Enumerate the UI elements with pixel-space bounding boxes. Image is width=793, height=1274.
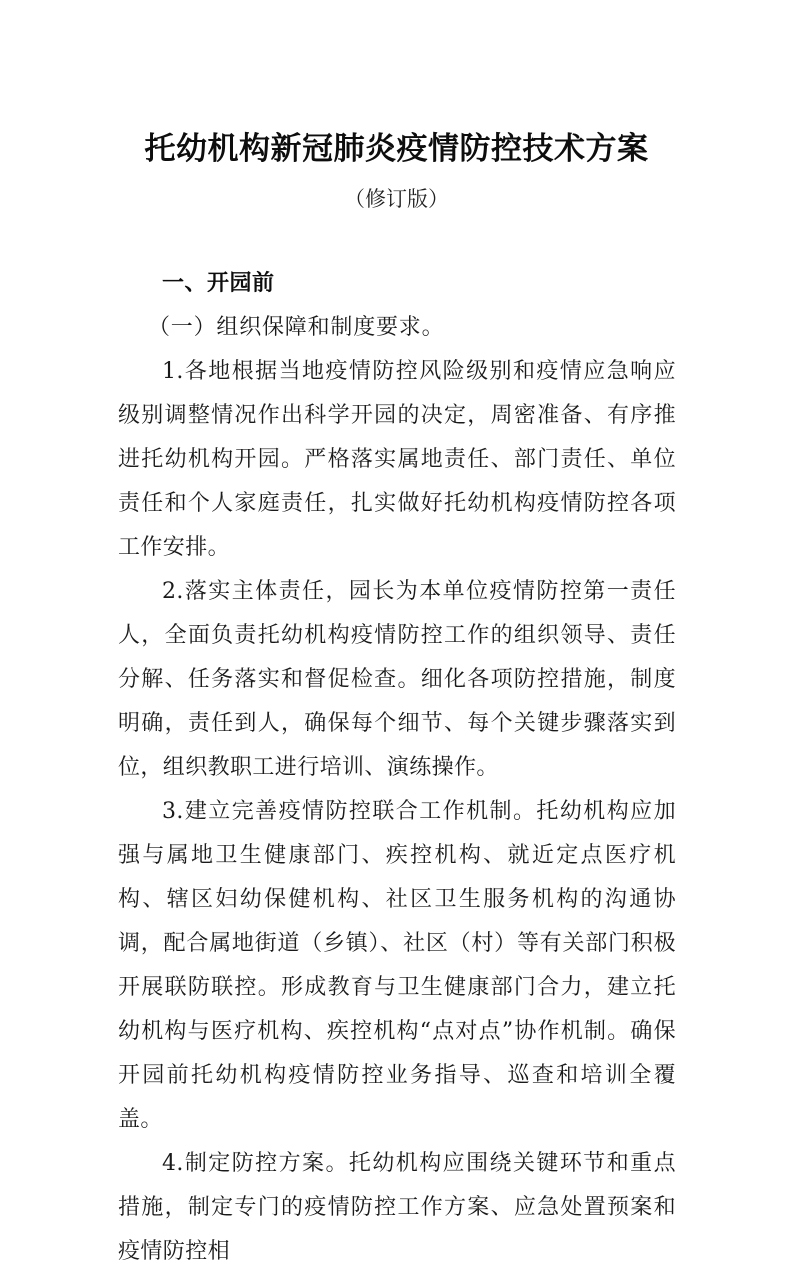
document-body — [118, 262, 676, 1264]
page-title: 托幼机构新冠肺炎疫情防控技术方案 — [144, 131, 649, 167]
body-paragraph-1: 1.各地根据当地疫情防控风险级别和疫情应急响应级别调整情况作出科学开园的决定，周密准备、有序推进托幼机构开园。严格落实属地责任、部门责任、单位责任和个人家庭责任，扎实做好托幼机构疫情防控各项工作安排。 — [118, 359, 676, 560]
body-paragraph-2: 2.落实主体责任，园长为本单位疫情防控第一责任人，全面负责托幼机构疫情防控工作的组织领导、责任分解、任务落实和督促检查。细化各项防控措施，制度明确，责任到人，确保每个细节、每个关键步骤落实到位，组织教职工进行培训、演练操作。 — [118, 579, 676, 780]
body-paragraph-4: 4.制定防控方案。托幼机构应围绕关键环节和重点措施，制定专门的疫情防控工作方案、应急处置预案和疫情防控相 — [118, 1151, 676, 1264]
body-paragraph-3: 3.建立完善疫情防控联合工作机制。托幼机构应加强与属地卫生健康部门、疾控机构、就近定点医疗机构、辖区妇幼保健机构、社区卫生服务机构的沟通协调，配合属地街道（乡镇）、社区（村）等有关部门积极开展联防联控。形成教育与卫生健康部门合力，建立托幼机构与医疗机构、疾控机构“点对点”协作机制。确保开园前托幼机构疫情防控业务指导、巡查和培训全覆盖。 — [118, 799, 676, 1132]
subsection-heading-1-1: （一）组织保障和制度要求。 — [148, 315, 445, 340]
title-block — [0, 128, 793, 214]
section-heading-1: 一、开园前 — [162, 271, 275, 296]
document-subtitle: （修订版） — [344, 187, 449, 211]
